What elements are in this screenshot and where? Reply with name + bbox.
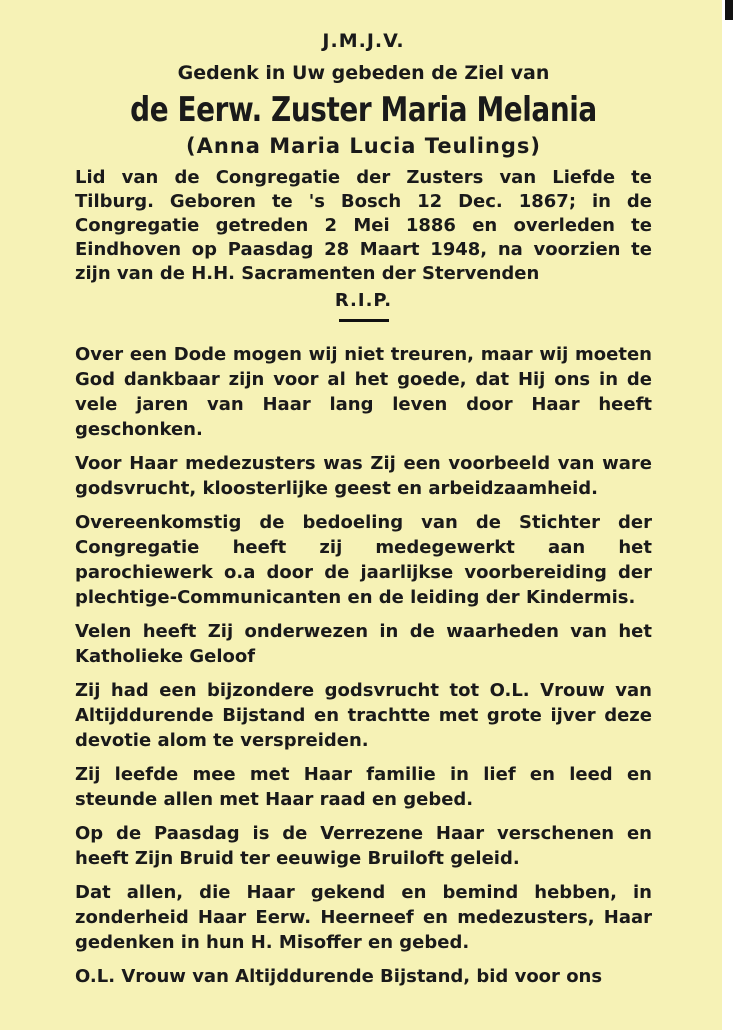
- remembrance-line: Gedenk in Uw gebeden de Ziel van: [177, 62, 550, 84]
- biography-intro: Lid van de Congregatie der Zusters van Liefde te Tilburg. Geboren te 's Bosch 12 Dec. 1867; in de Congregatie getreden 2 Mei 1886 en overleden te Eindhoven op Paasdag 28 Maart 1948, na voorzien te zijn van de H.H. Sacramenten der Stervenden: [75, 167, 652, 284]
- paragraph-2: Voor Haar medezusters was Zij een voorbeeld van ware godsvrucht, kloosterlijke geest en arbeidzaamheid.: [75, 453, 652, 499]
- header-monogram: J.M.J.V.: [322, 30, 405, 52]
- card-edge: [722, 0, 735, 1030]
- civil-name: (Anna Maria Lucia Teulings): [185, 134, 541, 158]
- paragraph-4: Velen heeft Zij onderwezen in de waarheden van het Katholieke Geloof: [75, 621, 652, 667]
- paragraph-7: Op de Paasdag is de Verrezene Haar verschenen en heeft Zijn Bruid ter eeuwige Bruiloft geleid.: [75, 823, 652, 869]
- paragraph-6: Zij leefde mee met Haar familie in lief en leed en steunde allen met Haar raad en gebed.: [75, 764, 652, 810]
- paragraph-8: Dat allen, die Haar gekend en bemind hebben, in zonderheid Haar Eerw. Heerneef en medezusters, Haar gedenken in hun H. Misoffer en gebed.: [75, 882, 652, 953]
- edge-mark: [725, 0, 733, 20]
- paragraph-5: Zij had een bijzondere godsvrucht tot O.L. Vrouw van Altijddurende Bijstand en trachtte met grote ijver deze devotie alom te verspreiden.: [75, 680, 652, 751]
- deceased-name: de Eerw. Zuster Maria Melania: [130, 90, 597, 130]
- card-header: [75, 30, 652, 158]
- rip-label: R.I.P.: [334, 290, 393, 311]
- closing-prayer: O.L. Vrouw van Altijddurende Bijstand, bid voor ons: [75, 966, 603, 987]
- divider-rule: [339, 319, 389, 322]
- paragraph-3: Overeenkomstig de bedoeling van de Stichter der Congregatie heeft zij medegewerkt aan het parochiewerk o.a door de jaarlijkse voorbereiding der plechtige-Communicanten en de leiding der Kindermis.: [75, 512, 652, 608]
- paragraph-1: Over een Dode mogen wij niet treuren, maar wij moeten God dankbaar zijn voor al het goede, dat Hij ons in de vele jaren van Haar lang leven door Haar heeft geschonken.: [75, 344, 652, 440]
